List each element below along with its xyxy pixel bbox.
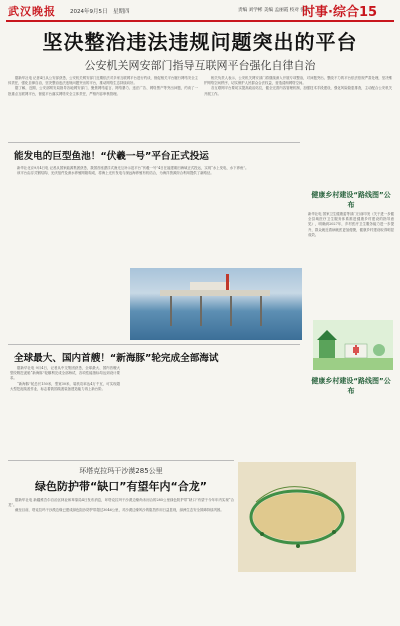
rural-headline: 健康乡村建设“路线图”公布 — [311, 191, 391, 209]
section-divider — [8, 460, 234, 461]
ship-paragraph: 据新华社电 9月4日，记者从中交集团获悉，全球最大、国内首艘大型绞吸挖泥船“新海豚”轮顺利完成全部海试，各项性能指标均达到设计要求。 — [10, 366, 120, 381]
desert-headline: 绿色防护带“缺口”有望年内“合龙” — [35, 480, 207, 493]
desert-kicker: 环塔克拉玛干沙漠285公里 — [79, 467, 163, 475]
ship-headline: 全球最大、国内首艘！“新海豚”轮完成全部海试 — [14, 353, 219, 364]
energy-paragraph: 该平台由浮式钢结构、光伏组件及深水养殖网箱构成，将海上光伏发电与深远海养殖有机结合，为海洋资源综合利用提供了新路径。 — [17, 171, 214, 176]
ship-paragraph: “新海豚”轮总长150米，型宽30米，装机功率达4万千瓦，可实现超大型挖泥疏浚作业，标志着我国疏浚装备建造能力再上新台阶。 — [10, 381, 120, 391]
section-divider — [8, 142, 300, 143]
main-paragraph: 据新华社电 记者4日从公安部获悉，公安机关网安部门近期依法对多家互联网平台进行约谈，督促相关平台履行网络安全主体责任，强化自律自治，坚决整治违法违规问题突出的平台，推动网络生态持续向好。 — [8, 76, 198, 86]
main-body-right — [204, 76, 392, 138]
main-paragraph: 各互联网平台要切实提高政治站位，健全完善内容管理机制，加强技术手段建设，强化风险隐患排查，主动配合公安机关开展工作。 — [204, 86, 392, 96]
energy-paragraph: 新华社北京9月4日电 记者从国家能源集团获悉，我国首座漂浮式渔光互补示范平台“伏羲一号”4日在福建莆田海域正式投运，实现“水上发电、水下养鱼”。 — [17, 166, 249, 170]
issue-date: 2024年9月5日 星期四 — [70, 9, 130, 15]
desert-paragraph: 截至目前，塔克拉玛干沙漠边缘已建成绿色阻沙防护带超过3046公里，对沙漠边缘风沙的阻挡作用日益显现，绿洲生态安全屏障持续巩固。 — [15, 508, 224, 513]
desert-paragraph: 据新华社电 新疆维吾尔自治区林业和草原局4日发布消息，环塔克拉玛干沙漠边缘尚未闭合的285公里绿色防护带“缺口”有望于今年年内实现“合龙”。 — [8, 498, 234, 508]
energy-headline: 能发电的巨型鱼池！“伏羲一号”平台正式投运 — [14, 151, 209, 162]
desert-map-graphic — [238, 462, 356, 572]
ship-body — [10, 366, 120, 456]
section-divider — [8, 344, 300, 345]
page-header — [0, 0, 400, 22]
editors-credit: 责编 刘学彬 美编 孟丽霞 校对 张莉 — [238, 8, 310, 13]
offshore-platform-photo — [130, 268, 302, 340]
main-headline: 坚决整治违法违规问题突出的平台 — [42, 30, 358, 54]
main-body-left — [8, 76, 198, 138]
desert-body — [8, 498, 234, 618]
rural-health-graphic — [313, 320, 393, 370]
rural-body: 新华社电 国家卫生健康委等部门日前印发《关于进一步健全县域医疗卫生服务体系推进健康乡村建设的指导意见》，明确到2027年，乡村医疗卫生服务能力进一步提升，群众就近看病就医更加便捷，健康乡村建设取得明显成效。 — [308, 212, 394, 237]
rural-subheadline: 健康乡村建设“路线图”公布 — [311, 377, 391, 395]
energy-body — [10, 166, 300, 262]
header-divider — [6, 20, 394, 22]
main-subheadline: 公安机关网安部门指导互联网平台强化自律自治 — [84, 59, 316, 72]
masthead: 武汉晚报 — [8, 5, 56, 18]
main-paragraph: 据了解，近期，公安部网安局指导各地网安部门，聚焦网络谣言、网络暴力、违法广告、网络黑产等突出问题，约谈了一批重点互联网平台，督促平台落实网络安全主体责任，严格内容审核管理。 — [8, 86, 198, 96]
main-paragraph: 相关负责人表示，公安机关网安部门将继续深入开展专项整治，对问题突出、整改不力的平台依法依规严肃处理，坚决维护网络空间秩序，切实保护人民群众合法权益，营造清朗网络空间。 — [204, 76, 392, 86]
section-title: 时事·综合15 — [302, 5, 378, 20]
